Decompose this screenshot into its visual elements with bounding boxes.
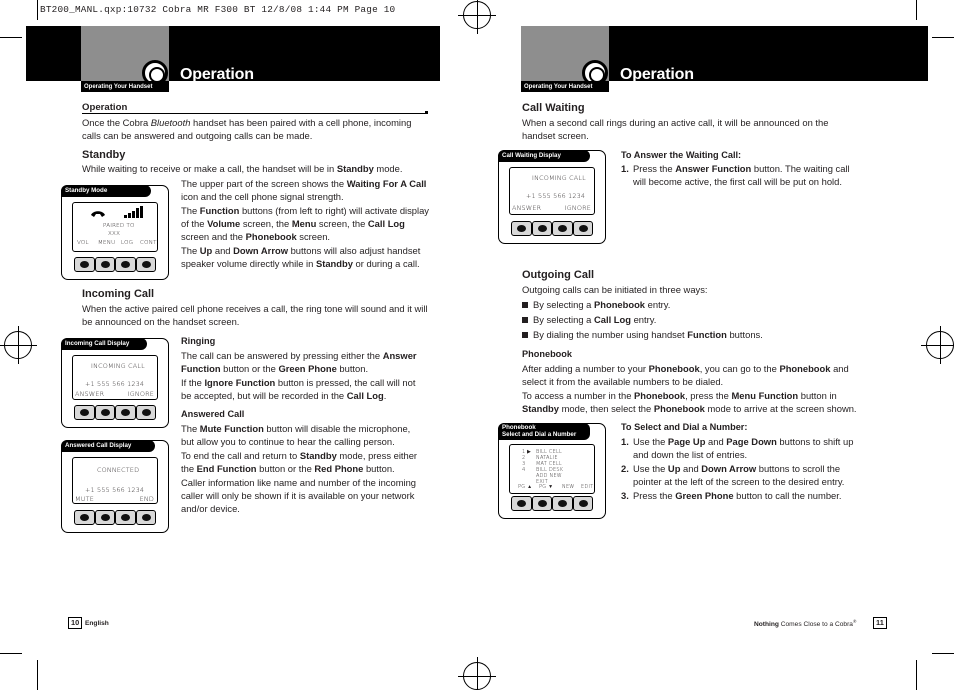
page-title-right: Operation xyxy=(620,66,694,83)
registration-mark xyxy=(463,1,491,29)
page-number-right: 11 xyxy=(873,617,887,629)
function-button-1[interactable] xyxy=(74,405,95,420)
function-button-4[interactable] xyxy=(136,405,157,420)
softkey-label: END xyxy=(139,495,154,503)
function-button-3[interactable] xyxy=(552,496,573,511)
footer-left: English xyxy=(85,620,109,627)
softkey-label: IGNORE xyxy=(564,204,591,212)
signal-strength-icon xyxy=(124,206,144,218)
crop-mark xyxy=(932,653,954,654)
phonebook-p2: To access a number in the Phonebook, press the Menu Function button in Standby mode, then select the Phonebook mode to arrive at the screen shown. xyxy=(522,390,857,414)
pointer-icon: ▶ xyxy=(527,449,532,455)
phonebook-p1: After adding a number to your Phonebook, you can go to the Phonebook and select it from the available numbers to be dialed. xyxy=(522,363,849,387)
registration-mark xyxy=(4,331,32,359)
phonebook-index: 1 2 3 4 xyxy=(522,449,526,473)
screen-line-1: PAIRED TO xyxy=(103,223,135,229)
device-label: Phonebook Select and Dial a Number xyxy=(498,423,590,440)
intro-text: Once the Cobra Bluetooth handset has been paired with a cell phone, incoming calls can be answered and outgoing calls can be made. xyxy=(82,117,412,141)
crop-mark xyxy=(932,37,954,38)
softkey-label: MENU xyxy=(98,240,116,246)
function-button-2[interactable] xyxy=(532,496,553,511)
screen-line-2: +1 555 566 1234 xyxy=(85,380,145,388)
softkey-page-down: PG ▼ xyxy=(539,484,554,490)
bullet-item: By selecting a Call Log entry. xyxy=(522,314,656,327)
softkey-label: VOL xyxy=(77,240,89,246)
function-button-4[interactable] xyxy=(136,510,157,525)
incoming-heading: Incoming Call xyxy=(82,288,155,300)
ringing-heading: Ringing xyxy=(181,336,216,346)
function-button-4[interactable] xyxy=(573,496,594,511)
handset-screen xyxy=(72,202,158,252)
outgoing-text: Outgoing calls can be initiated in three ways: xyxy=(522,284,708,295)
softkey-page-up: PG ▲ xyxy=(518,484,533,490)
footer-right: Nothing Comes Close to a Cobra® xyxy=(754,619,857,629)
answered-p2: To end the call and return to Standby mode, press either the End Function button or the Red Phone button. xyxy=(181,450,418,474)
standby-heading: Standby xyxy=(82,149,126,161)
registration-mark xyxy=(926,331,954,359)
ringing-p1: The call can be answered by pressing either the Answer Function button or the Green Phone button. xyxy=(181,350,417,374)
function-button-1[interactable] xyxy=(511,496,532,511)
outgoing-heading: Outgoing Call xyxy=(522,269,595,281)
ringing-p2: If the Ignore Function button is pressed, the call will not be accepted, but will be recorded in the Call Log. xyxy=(181,377,416,401)
softkey-label: LOG xyxy=(121,240,134,246)
softkey-label: MUTE xyxy=(75,495,94,503)
softkey-label: ANSWER xyxy=(512,204,542,212)
function-button-1[interactable] xyxy=(511,221,532,236)
section-rule-end xyxy=(425,111,428,114)
softkey-label: ANSWER xyxy=(75,390,105,398)
registration-mark xyxy=(463,662,491,690)
function-button-3[interactable] xyxy=(115,257,136,272)
phone-handset-icon xyxy=(90,209,106,218)
function-button-2[interactable] xyxy=(532,221,553,236)
screen-line-2: XXX xyxy=(108,231,121,237)
function-buttons xyxy=(74,257,156,272)
standby-p1: The upper part of the screen shows the Waiting For A Call icon and the cell phone signal strength. xyxy=(181,178,427,202)
device-label: Standby Mode xyxy=(61,185,151,197)
screen-line-1: INCOMING CALL xyxy=(532,174,586,182)
function-buttons xyxy=(511,221,593,236)
device-label: Incoming Call Display xyxy=(61,338,147,350)
select-dial-heading: To Select and Dial a Number: xyxy=(621,422,748,432)
softkey-label: IGNORE xyxy=(127,390,154,398)
device-answered xyxy=(61,440,169,533)
function-button-1[interactable] xyxy=(74,257,95,272)
crop-mark xyxy=(37,660,38,690)
function-button-2[interactable] xyxy=(95,405,116,420)
crop-mark xyxy=(916,0,917,20)
screen-line-2: +1 555 566 1234 xyxy=(85,486,145,494)
softkey-label: EDIT xyxy=(581,484,594,490)
answer-waiting-heading: To Answer the Waiting Call: xyxy=(621,150,742,160)
device-standby xyxy=(61,185,169,280)
crop-mark xyxy=(37,0,38,20)
header-subtab-right: Operating Your Handset xyxy=(521,81,609,92)
incoming-text: When the active paired cell phone receives a call, the ring tone will sound and it will be announced on the handset screen. xyxy=(82,303,428,327)
header-subtab-left: Operating Your Handset xyxy=(81,81,169,92)
handset-screen xyxy=(72,355,158,400)
softkey-label: CONT xyxy=(140,240,157,246)
screen-line-1: INCOMING CALL xyxy=(91,362,145,370)
crop-mark xyxy=(916,660,917,690)
function-button-3[interactable] xyxy=(115,510,136,525)
device-incoming xyxy=(61,338,169,428)
answered-heading: Answered Call xyxy=(181,409,245,419)
standby-p3: The Up and Down Arrow buttons will also adjust handset speaker volume directly while in Standby or during a call. xyxy=(181,245,421,269)
handset-screen xyxy=(509,167,595,215)
answered-p3: Caller information like name and number of the incoming caller will only be shown if it is available on your network and/or device. xyxy=(181,477,417,514)
section-title: Operation xyxy=(82,102,128,113)
call-waiting-heading: Call Waiting xyxy=(522,102,585,114)
phonebook-entries: BILL CELL NATALIE MAT CELL BILL DESK ADD NEW EXIT xyxy=(536,449,564,485)
function-buttons xyxy=(74,510,156,525)
page-number-left: 10 xyxy=(68,617,82,629)
phonebook-heading: Phonebook xyxy=(522,349,573,359)
answered-p1: The Mute Function button will disable the microphone, but allow you to continue to hear the calling person. xyxy=(181,423,411,447)
function-button-4[interactable] xyxy=(573,221,594,236)
crop-mark xyxy=(0,653,22,654)
function-button-2[interactable] xyxy=(95,257,116,272)
section-rule xyxy=(82,113,428,114)
device-label: Answered Call Display xyxy=(61,440,155,452)
step-1: 1. Use the Page Up and Page Down buttons to shift up and down the list of entries. xyxy=(621,436,854,460)
function-button-1[interactable] xyxy=(74,510,95,525)
standby-p2: The Function buttons (from left to right) will activate display of the Volume screen, the Menu screen, the Call Log screen and the Phonebook screen. xyxy=(181,205,429,242)
triangle-up-icon: ▲ xyxy=(527,484,533,490)
bullet-item: By dialing the number using handset Function buttons. xyxy=(522,329,763,342)
device-call-waiting xyxy=(498,150,606,244)
bullet-item: By selecting a Phonebook entry. xyxy=(522,299,670,312)
softkey-label: NEW xyxy=(562,484,575,490)
screen-line-1: CONNECTED xyxy=(97,466,140,474)
handset-screen xyxy=(509,444,595,494)
step-2: 2. Use the Up and Down Arrow buttons to scroll the pointer at the left of the screen to the desired entry. xyxy=(621,463,845,487)
standby-text: While waiting to receive or make a call, the handset will be in Standby mode. xyxy=(82,163,403,174)
function-buttons xyxy=(74,405,156,420)
device-phonebook xyxy=(498,423,606,519)
answer-waiting-step: 1. Press the Answer Function button. The waiting call will become active, the first call will be put on hold. xyxy=(621,163,850,187)
crop-mark xyxy=(0,37,22,38)
print-slug: BT200_MANL.qxp:10732 Cobra MR F300 BT 12/8/08 1:44 PM Page 10 xyxy=(40,4,396,15)
device-label: Call Waiting Display xyxy=(498,150,590,162)
page-title-left: Operation xyxy=(180,66,254,83)
screen-line-2: +1 555 566 1234 xyxy=(526,192,586,200)
function-button-4[interactable] xyxy=(136,257,157,272)
function-button-2[interactable] xyxy=(95,510,116,525)
triangle-down-icon: ▼ xyxy=(548,484,554,490)
function-button-3[interactable] xyxy=(115,405,136,420)
function-buttons xyxy=(511,496,593,511)
handset-screen xyxy=(72,457,158,504)
step-3: 3. Press the Green Phone button to call the number. xyxy=(621,490,842,501)
call-waiting-text: When a second call rings during an active call, it will be announced on the handset screen. xyxy=(522,117,829,141)
function-button-3[interactable] xyxy=(552,221,573,236)
